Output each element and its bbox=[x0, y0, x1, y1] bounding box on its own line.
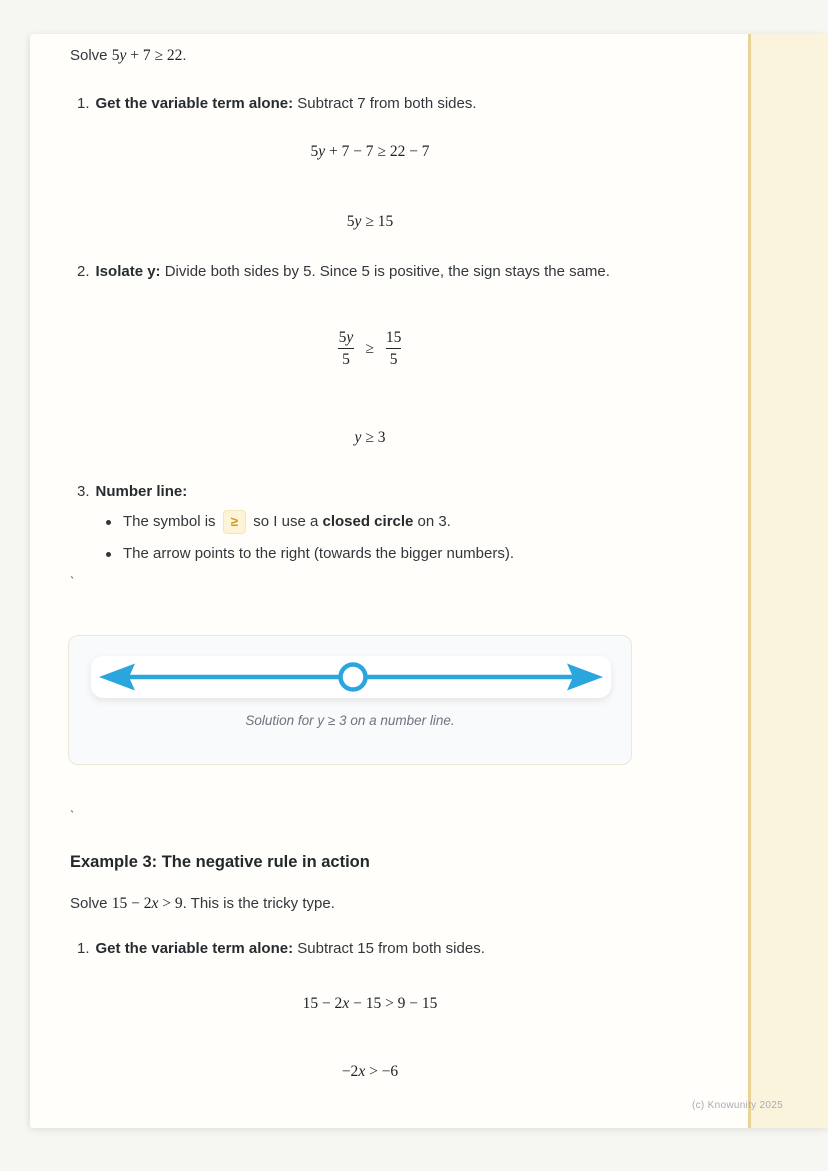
equation-math: −2x > −6 bbox=[341, 1063, 399, 1080]
equation-math: 15 − 2x − 15 > 9 − 15 bbox=[302, 995, 438, 1012]
equation-fraction bbox=[70, 326, 670, 369]
page-margin-strip bbox=[748, 34, 828, 1128]
stray-backtick: ` bbox=[70, 574, 75, 589]
bullet-text bbox=[123, 510, 451, 534]
problem-prefix: Solve bbox=[70, 47, 112, 64]
problem-math: 15 − 2x > 9 bbox=[111, 895, 183, 912]
problem-suffix: . bbox=[182, 47, 187, 64]
copyright-watermark: (c) Knowunity 2025 bbox=[691, 1100, 783, 1111]
fraction-math bbox=[336, 328, 405, 369]
bullet-mid-text: so I use a bbox=[249, 513, 323, 530]
bullet-post-text: on 3. bbox=[413, 513, 451, 530]
bullet-text: The arrow points to the right (towards the bigger numbers). bbox=[123, 545, 515, 562]
problem-prefix: Solve bbox=[70, 895, 112, 912]
example3-problem-statement bbox=[70, 892, 670, 916]
bullet-bold-text: closed circle bbox=[322, 513, 414, 530]
bullet-pre-text: The symbol is bbox=[123, 513, 220, 530]
step-bold-label: Number line: bbox=[95, 483, 188, 500]
figure-caption: Solution for y ≥ 3 on a number line. bbox=[245, 713, 455, 728]
step-text bbox=[96, 260, 610, 284]
solution-point-circle bbox=[341, 665, 366, 690]
bullet-dot-icon bbox=[106, 520, 111, 525]
step-3 bbox=[77, 480, 677, 504]
equation-result bbox=[70, 426, 670, 450]
number-line-graphic bbox=[91, 656, 611, 698]
equation-math: 5y ≥ 15 bbox=[346, 213, 394, 230]
step-plain-text: Subtract 7 from both sides. bbox=[293, 95, 477, 112]
step-bold-label: Isolate y: bbox=[95, 263, 161, 280]
bullet-arrow bbox=[106, 542, 706, 566]
step-number: 1. bbox=[77, 95, 90, 112]
example3-step-1 bbox=[77, 937, 677, 961]
step-bold-label: Get the variable term alone: bbox=[95, 940, 294, 957]
step-number: 2. bbox=[77, 263, 90, 280]
fraction-numerator: 5y bbox=[338, 329, 354, 346]
fraction-right bbox=[383, 328, 405, 369]
step-2 bbox=[77, 260, 677, 284]
step-text bbox=[96, 92, 477, 116]
step-bold-label: Get the variable term alone: bbox=[95, 95, 294, 112]
gte-symbol-badge: ≥ bbox=[223, 510, 246, 534]
fraction-left bbox=[336, 328, 357, 369]
fraction-denominator: 5 bbox=[338, 348, 354, 369]
problem-suffix: . This is the tricky type. bbox=[182, 895, 335, 912]
number-line-track bbox=[91, 656, 611, 698]
step-text bbox=[96, 937, 485, 961]
step-number: 3. bbox=[77, 483, 90, 500]
problem-statement bbox=[70, 44, 670, 68]
fraction-denominator: 5 bbox=[386, 348, 402, 369]
equation-math: 5y + 7 − 7 ≥ 22 − 7 bbox=[310, 143, 430, 160]
equation-1 bbox=[70, 140, 670, 164]
problem-math: 5y + 7 ≥ 22 bbox=[111, 47, 183, 64]
relation-symbol: ≥ bbox=[365, 339, 374, 357]
step-plain-text: Subtract 15 from both sides. bbox=[293, 940, 485, 957]
equation-2 bbox=[70, 210, 670, 234]
document-page bbox=[30, 34, 828, 1128]
equation-5 bbox=[70, 992, 670, 1016]
bullet-symbol bbox=[106, 510, 706, 534]
step-plain-text: Divide both sides by 5. Since 5 is positive, the sign stays the same. bbox=[160, 263, 610, 280]
equation-math: y ≥ 3 bbox=[354, 429, 386, 446]
fraction-numerator: 15 bbox=[385, 329, 402, 346]
stray-backtick: ` bbox=[70, 808, 75, 823]
step-text bbox=[96, 480, 188, 504]
example3-heading: Example 3: The negative rule in action bbox=[70, 853, 370, 871]
bullet-dot-icon bbox=[106, 552, 111, 557]
step-number: 1. bbox=[77, 940, 90, 957]
step-1 bbox=[77, 92, 677, 116]
equation-6 bbox=[70, 1060, 670, 1084]
number-line-figure bbox=[68, 635, 632, 765]
